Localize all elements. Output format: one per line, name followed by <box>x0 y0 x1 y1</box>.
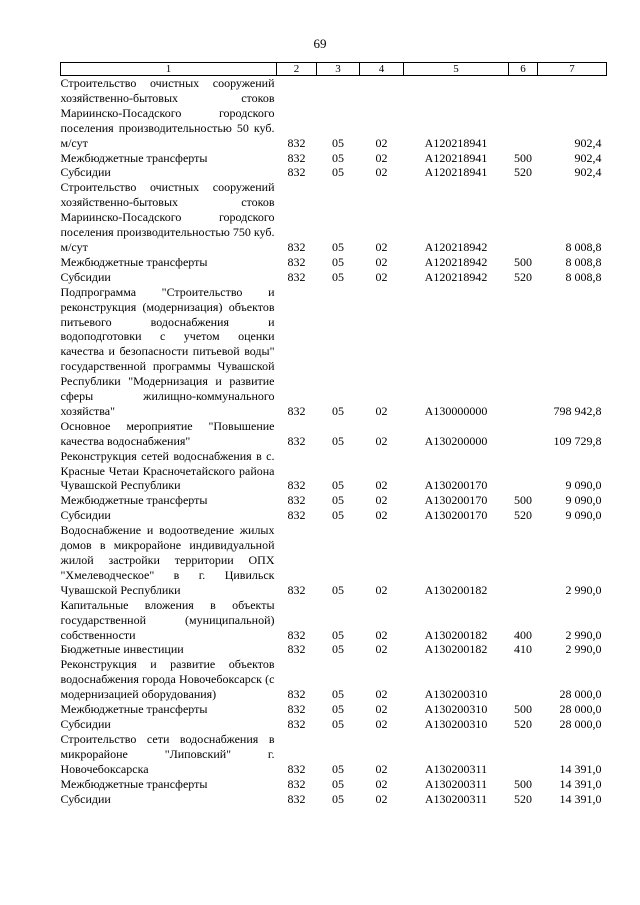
row-amount: 902,4 <box>574 135 602 150</box>
table-row <box>61 255 607 270</box>
row-section-code: 05 <box>332 702 344 717</box>
row-section-code: 05 <box>332 433 344 448</box>
row-subsection-code: 02 <box>375 403 388 418</box>
row-subsection-code: 02 <box>375 761 388 776</box>
row-ministry-code: 832 <box>287 135 306 150</box>
row-target-article: А130200311 <box>424 791 488 806</box>
row-target-article: А120218942 <box>424 239 488 254</box>
row-subsection-code: 02 <box>375 791 388 806</box>
row-ministry-code: 832 <box>287 627 306 642</box>
row-amount: 14 391,0 <box>559 761 602 776</box>
row-subsection-code: 02 <box>375 493 388 508</box>
table-header <box>61 63 607 76</box>
row-ministry-code: 832 <box>287 165 306 180</box>
row-name: Межбюджетные трансферты <box>60 493 208 508</box>
row-expense-type: 520 <box>514 269 532 284</box>
row-section-code: 05 <box>332 776 344 791</box>
column-header-3: 3 <box>317 63 360 76</box>
row-ministry-code: 832 <box>287 478 306 493</box>
table-row <box>61 598 607 643</box>
row-ministry-code: 832 <box>287 403 306 418</box>
table-row <box>61 270 607 285</box>
row-target-article: А120218941 <box>424 165 488 180</box>
table-row <box>61 523 607 598</box>
row-subsection-code: 02 <box>375 687 388 702</box>
row-target-article: А130200170 <box>424 493 488 508</box>
row-target-article: А130200310 <box>424 702 488 717</box>
row-name: Строительство очистных сооружений хозяйственно-бытовых стоков Мариинско-Посадского городского поселения производительностью 50 куб. м/сут <box>60 76 275 150</box>
row-subsection-code: 02 <box>375 582 388 597</box>
row-target-article: А130200182 <box>424 627 488 642</box>
row-name: Субсидии <box>60 508 111 523</box>
row-target-article: А120218941 <box>424 135 488 150</box>
row-amount: 9 090,0 <box>565 508 602 523</box>
row-ministry-code: 832 <box>287 642 306 657</box>
row-section-code: 05 <box>332 642 344 657</box>
header-row <box>61 63 607 76</box>
table-row <box>61 493 607 508</box>
row-subsection-code: 02 <box>375 627 388 642</box>
row-amount: 798 942,8 <box>553 403 602 418</box>
table-row <box>61 702 607 717</box>
row-expense-type <box>509 180 538 255</box>
table-row <box>61 657 607 702</box>
row-name: Водоснабжение и водоотведение жилых домов в микрорайоне индивидуальной жилой застройки территории ОПХ "Хмелеводческое" в г. Цивильск Чувашской Республики <box>60 523 275 597</box>
row-amount: 9 090,0 <box>565 478 602 493</box>
row-section-code: 05 <box>332 791 344 806</box>
row-target-article: А130200182 <box>424 582 488 597</box>
row-ministry-code: 832 <box>287 269 306 284</box>
row-amount: 9 090,0 <box>565 493 602 508</box>
row-expense-type: 500 <box>514 702 532 717</box>
row-subsection-code: 02 <box>375 508 388 523</box>
table-row <box>61 180 607 255</box>
row-section-code: 05 <box>332 478 344 493</box>
row-target-article: А130200310 <box>424 687 488 702</box>
table-row <box>61 285 607 419</box>
row-expense-type: 520 <box>514 716 532 731</box>
row-expense-type <box>509 523 538 598</box>
row-amount: 2 990,0 <box>565 627 602 642</box>
row-section-code: 05 <box>332 627 344 642</box>
row-target-article: А130200182 <box>424 642 488 657</box>
table-body <box>61 76 607 807</box>
row-target-article: А120218942 <box>424 269 488 284</box>
row-name: Межбюджетные трансферты <box>60 776 208 791</box>
row-ministry-code: 832 <box>287 508 306 523</box>
row-amount: 902,4 <box>574 150 602 165</box>
row-expense-type: 500 <box>514 776 532 791</box>
row-subsection-code: 02 <box>375 269 388 284</box>
row-amount: 28 000,0 <box>559 702 602 717</box>
row-name: Подпрограмма "Строительство и реконструкция (модернизация) объектов питьевого водоснабжения и водоподготовки с учетом оценки качества и безопасности питьевой воды" государственной программы Чувашской Республики "Модернизация и развитие сферы жилищно-коммунального хозяйства" <box>60 284 275 418</box>
column-header-2: 2 <box>277 63 317 76</box>
row-section-code: 05 <box>332 493 344 508</box>
row-expense-type: 400 <box>514 627 532 642</box>
row-name: Основное мероприятие "Повышение качества водоснабжения" <box>60 418 275 448</box>
row-expense-type <box>509 285 538 419</box>
row-amount: 2 990,0 <box>565 642 602 657</box>
row-section-code: 05 <box>332 150 344 165</box>
table-row <box>61 165 607 180</box>
row-expense-type: 520 <box>514 791 532 806</box>
row-ministry-code: 832 <box>287 150 306 165</box>
column-header-4: 4 <box>360 63 404 76</box>
table-row <box>61 777 607 792</box>
row-ministry-code: 832 <box>287 582 306 597</box>
row-subsection-code: 02 <box>375 716 388 731</box>
row-amount: 2 990,0 <box>565 582 602 597</box>
row-section-code: 05 <box>332 165 344 180</box>
row-target-article: А130200170 <box>424 478 488 493</box>
row-section-code: 05 <box>332 239 344 254</box>
row-section-code: 05 <box>332 761 344 776</box>
row-subsection-code: 02 <box>375 776 388 791</box>
table-row <box>61 151 607 166</box>
row-expense-type: 500 <box>514 254 532 269</box>
row-amount: 14 391,0 <box>559 776 602 791</box>
row-subsection-code: 02 <box>375 150 388 165</box>
row-section-code: 05 <box>332 254 344 269</box>
row-amount: 28 000,0 <box>559 687 602 702</box>
row-expense-type <box>509 732 538 777</box>
row-section-code: 05 <box>332 403 344 418</box>
row-subsection-code: 02 <box>375 254 388 269</box>
row-amount: 8 008,8 <box>565 239 602 254</box>
row-target-article: А130200170 <box>424 508 488 523</box>
row-section-code: 05 <box>332 687 344 702</box>
table-row <box>61 732 607 777</box>
row-name: Строительство сети водоснабжения в микрорайоне "Липовский" г. Новочебоксарска <box>60 731 275 776</box>
row-ministry-code: 832 <box>287 254 306 269</box>
row-ministry-code: 832 <box>287 776 306 791</box>
row-section-code: 05 <box>332 269 344 284</box>
row-ministry-code: 832 <box>287 687 306 702</box>
row-amount: 14 391,0 <box>559 791 602 806</box>
row-section-code: 05 <box>332 135 344 150</box>
row-ministry-code: 832 <box>287 239 306 254</box>
row-target-article: А130000000 <box>424 403 488 418</box>
row-target-article: А130200311 <box>424 761 488 776</box>
table-row <box>61 717 607 732</box>
row-subsection-code: 02 <box>375 642 388 657</box>
row-amount: 8 008,8 <box>565 269 602 284</box>
column-header-5: 5 <box>404 63 509 76</box>
row-name: Межбюджетные трансферты <box>60 150 208 165</box>
table-row <box>61 449 607 494</box>
row-ministry-code: 832 <box>287 493 306 508</box>
row-ministry-code: 832 <box>287 791 306 806</box>
row-name: Реконструкция сетей водоснабжения в с. Красные Четаи Красночетайского района Чувашской Республики <box>60 448 275 493</box>
row-target-article: А130200000 <box>424 433 488 448</box>
row-expense-type: 520 <box>514 508 532 523</box>
table-row <box>61 642 607 657</box>
row-ministry-code: 832 <box>287 433 306 448</box>
row-name: Субсидии <box>60 791 111 806</box>
row-subsection-code: 02 <box>375 165 388 180</box>
row-expense-type: 500 <box>514 150 532 165</box>
row-target-article: А120218941 <box>424 150 488 165</box>
row-expense-type <box>509 657 538 702</box>
row-amount: 109 729,8 <box>553 433 602 448</box>
row-amount: 28 000,0 <box>559 716 602 731</box>
row-expense-type <box>509 449 538 494</box>
row-name: Капитальные вложения в объекты государственной (муниципальной) собственности <box>60 597 275 642</box>
table-row <box>61 419 607 449</box>
page-number: 69 <box>313 36 327 51</box>
row-name: Реконструкция и развитие объектов водоснабжения города Новочебоксарск (с модернизацией оборудования) <box>60 657 275 702</box>
row-amount: 902,4 <box>574 165 602 180</box>
table-row <box>61 76 607 151</box>
row-subsection-code: 02 <box>375 433 388 448</box>
row-amount: 8 008,8 <box>565 254 602 269</box>
row-target-article: А130200310 <box>424 716 488 731</box>
row-target-article: А120218942 <box>424 254 488 269</box>
row-target-article: А130200311 <box>424 776 488 791</box>
budget-table <box>60 62 607 806</box>
table-row <box>61 792 607 807</box>
row-section-code: 05 <box>332 582 344 597</box>
column-header-1: 1 <box>61 63 277 76</box>
column-header-7: 7 <box>538 63 607 76</box>
row-name: Бюджетные инвестиции <box>60 642 184 657</box>
column-header-6: 6 <box>509 63 538 76</box>
row-subsection-code: 02 <box>375 135 388 150</box>
row-expense-type: 520 <box>514 165 532 180</box>
row-expense-type: 410 <box>514 642 532 657</box>
table-row <box>61 508 607 523</box>
row-name: Субсидии <box>60 165 111 180</box>
row-name: Субсидии <box>60 716 111 731</box>
row-ministry-code: 832 <box>287 702 306 717</box>
row-name: Межбюджетные трансферты <box>60 702 208 717</box>
row-section-code: 05 <box>332 716 344 731</box>
row-name: Субсидии <box>60 269 111 284</box>
row-name: Межбюджетные трансферты <box>60 254 208 269</box>
row-ministry-code: 832 <box>287 761 306 776</box>
row-subsection-code: 02 <box>375 478 388 493</box>
row-name: Строительство очистных сооружений хозяйственно-бытовых стоков Мариинско-Посадского городского поселения производительностью 750 куб. м/сут <box>60 180 275 254</box>
row-expense-type <box>509 76 538 151</box>
row-expense-type: 500 <box>514 493 532 508</box>
row-section-code: 05 <box>332 508 344 523</box>
row-subsection-code: 02 <box>375 239 388 254</box>
row-subsection-code: 02 <box>375 702 388 717</box>
row-ministry-code: 832 <box>287 716 306 731</box>
row-expense-type <box>509 419 538 449</box>
